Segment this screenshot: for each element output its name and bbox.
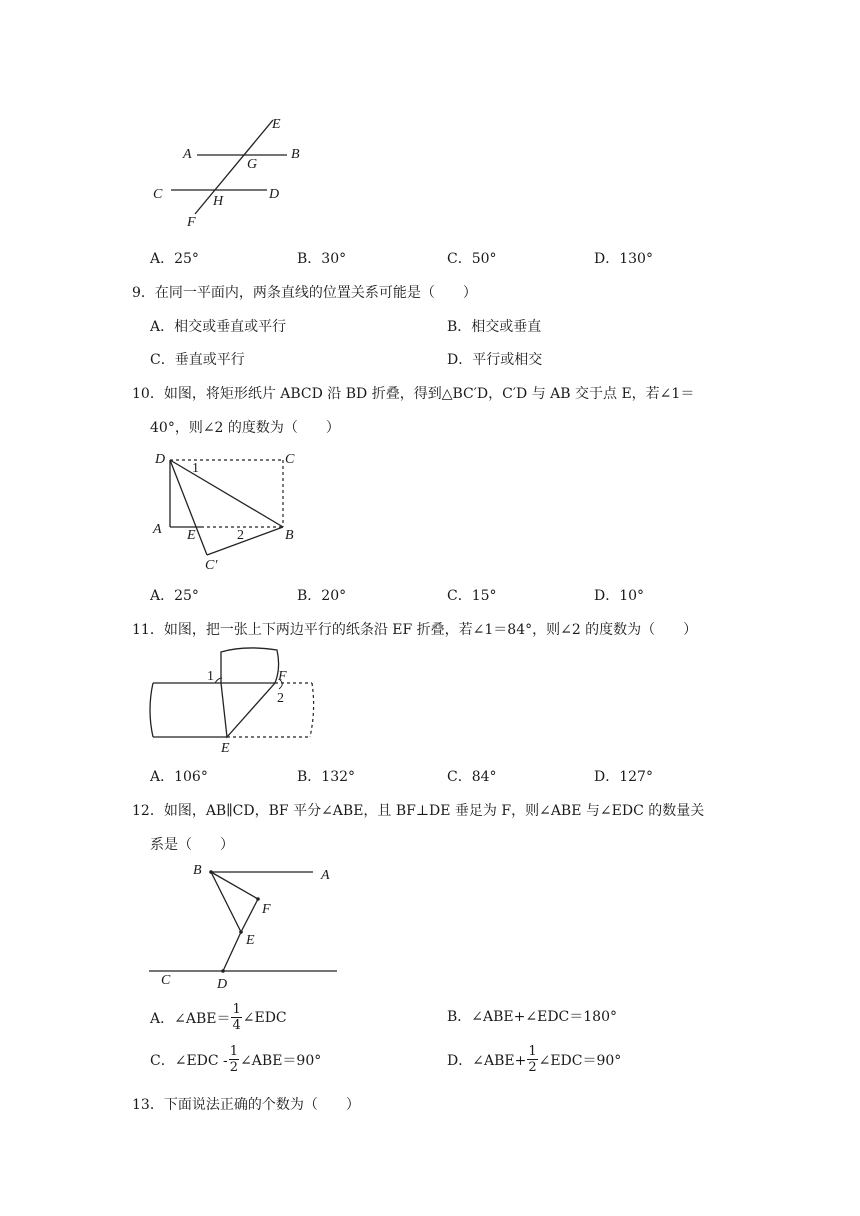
point-b <box>209 870 213 874</box>
q11-option-d[interactable]: D．127° <box>594 769 653 785</box>
q11-option-b[interactable]: B．132° <box>297 769 356 785</box>
q12-option-c-prefix: C．∠EDC - <box>150 1052 228 1069</box>
label-a: A <box>183 147 192 162</box>
fraction-numerator: 1 <box>528 1044 537 1059</box>
q9-stem: 9．在同一平面内，两条直线的位置关系可能是（ ） <box>132 285 477 301</box>
q12-option-d[interactable] <box>447 1045 621 1074</box>
q12-stem-line2: 系是（ ） <box>150 837 234 853</box>
label-angle-2: 2 <box>277 691 284 706</box>
label-c: C <box>153 187 163 202</box>
q11-stem: 11．如图，把一张上下两边平行的纸条沿 EF 折叠，若∠1＝84°，则∠2 的度数为（ ） <box>132 622 698 638</box>
label-h: H <box>213 194 224 209</box>
q10-option-c[interactable]: C．15° <box>447 588 497 604</box>
q8-option-a[interactable]: A．25° <box>150 251 199 267</box>
label-b: B <box>193 863 202 878</box>
figure-q11-folded-strip <box>145 640 325 758</box>
label-e: E <box>221 741 230 756</box>
label-f: F <box>187 215 196 230</box>
q10-stem-line2: 40°，则∠2 的度数为（ ） <box>150 420 340 436</box>
folded-flap <box>221 648 279 737</box>
label-b: B <box>285 528 294 543</box>
label-angle-2: 2 <box>237 528 244 543</box>
point-d <box>221 969 225 973</box>
fraction-one-half <box>229 1045 239 1074</box>
label-angle-1: 1 <box>207 669 214 684</box>
q9-option-c[interactable]: C．垂直或平行 <box>150 352 245 368</box>
segment-ed <box>223 932 241 971</box>
fraction-numerator: 1 <box>229 1044 239 1059</box>
q10-stem-line1: 10．如图，将矩形纸片 ABCD 沿 BD 折叠，得到△BC′D，C′D 与 AB 交于点 E，若∠1＝ <box>132 386 695 402</box>
label-d: D <box>269 187 280 202</box>
label-c: C <box>161 973 171 988</box>
label-b: B <box>291 147 300 162</box>
q9-option-d[interactable]: D．平行或相交 <box>447 352 543 368</box>
q12-option-d-prefix: D．∠ABE+ <box>447 1052 527 1069</box>
q11-option-a[interactable]: A．106° <box>150 769 208 785</box>
q8-option-b[interactable]: B．30° <box>297 251 347 267</box>
label-f: F <box>278 669 287 684</box>
label-d: D <box>155 452 166 467</box>
figure-q10-folded-rectangle <box>145 445 315 573</box>
point-e <box>239 930 243 934</box>
q12-option-a[interactable] <box>150 1003 287 1032</box>
q10-option-b[interactable]: B．20° <box>297 588 347 604</box>
label-d: D <box>217 977 228 992</box>
diagonal-db <box>170 460 283 527</box>
q13-stem: 13．下面说法正确的个数为（ ） <box>132 1097 360 1113</box>
label-e: E <box>246 933 255 948</box>
fraction-denominator: 2 <box>528 1060 537 1075</box>
q12-option-a-suffix: ∠EDC <box>242 1009 287 1026</box>
q10-option-a[interactable]: A．25° <box>150 588 199 604</box>
q12-option-c-suffix: ∠ABE＝90° <box>240 1052 322 1069</box>
figure-q12-parallel-lines <box>145 855 345 995</box>
dashed-right-end <box>310 683 314 737</box>
label-e: E <box>272 117 281 132</box>
label-g: G <box>247 157 258 172</box>
segment-fe <box>241 899 258 932</box>
label-a: A <box>153 522 162 537</box>
q10-option-d[interactable]: D．10° <box>594 588 645 604</box>
q12-option-b[interactable]: B．∠ABE+∠EDC＝180° <box>447 1009 617 1025</box>
label-c-prime: C′ <box>205 558 218 573</box>
strip-left-end <box>150 683 153 737</box>
q12-option-d-suffix: ∠EDC＝90° <box>538 1052 622 1069</box>
label-e: E <box>187 528 196 543</box>
line-ef <box>195 120 273 214</box>
q9-option-b[interactable]: B．相交或垂直 <box>447 319 542 335</box>
fraction-one-quarter <box>231 1003 241 1032</box>
fraction-denominator: 4 <box>232 1018 241 1033</box>
label-c: C <box>285 452 295 467</box>
label-a: A <box>321 868 330 883</box>
q11-option-c[interactable]: C．84° <box>447 769 497 785</box>
fraction-one-half <box>527 1045 537 1074</box>
fraction-denominator: 2 <box>229 1060 239 1075</box>
q12-option-c[interactable] <box>150 1045 321 1074</box>
q8-option-c[interactable]: C．50° <box>447 251 497 267</box>
q12-option-a-prefix: A．∠ABE＝ <box>150 1010 231 1027</box>
figure-q8-parallel-lines <box>145 110 315 235</box>
q9-option-a[interactable]: A．相交或垂直或平行 <box>150 319 287 335</box>
q12-stem-line1: 12．如图，AB∥CD，BF 平分∠ABE，且 BF⊥DE 垂足为 F，则∠ABE 与∠EDC 的数量关 <box>132 803 705 819</box>
label-angle-1: 1 <box>192 461 199 476</box>
q8-option-d[interactable]: D．130° <box>594 251 653 267</box>
fraction-numerator: 1 <box>232 1002 241 1017</box>
label-f: F <box>262 902 271 917</box>
point-f <box>256 897 260 901</box>
segment-c-prime-b <box>207 527 283 555</box>
